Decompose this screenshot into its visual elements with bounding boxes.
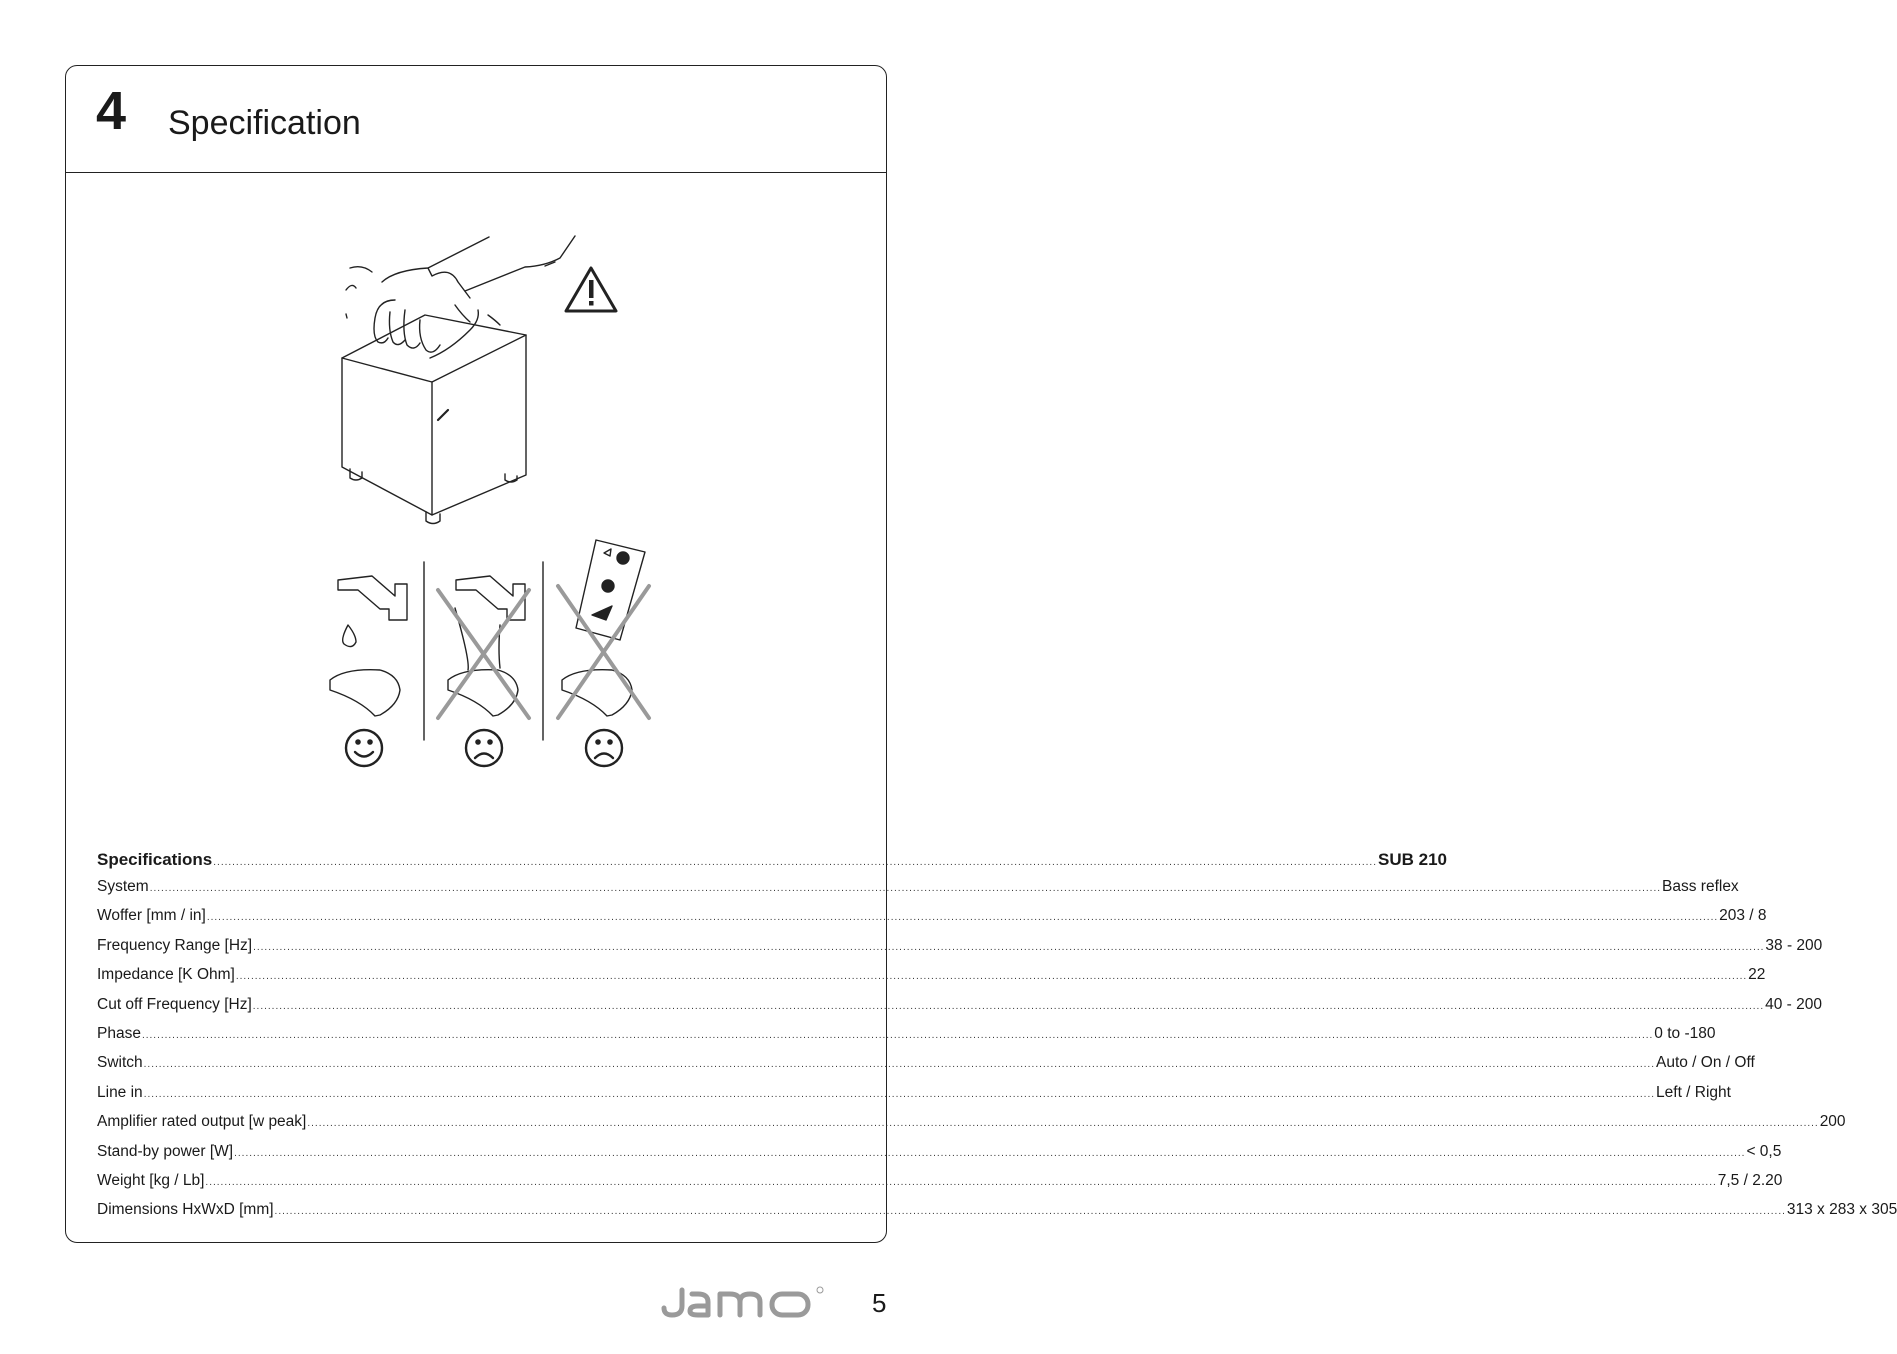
spec-label: Woffer [mm / in] bbox=[97, 907, 206, 925]
spec-label: Phase bbox=[97, 1024, 141, 1042]
spec-value: 38 - 200 bbox=[1765, 936, 1823, 954]
section-title: Specification bbox=[168, 104, 361, 142]
spec-value: 7,5 / 2.20 bbox=[1717, 1171, 1783, 1189]
spec-value: Auto / On / Off bbox=[1655, 1054, 1755, 1072]
jamo-logo bbox=[660, 1282, 830, 1322]
spec-row bbox=[97, 966, 1766, 995]
spec-value: Bass reflex bbox=[1662, 878, 1739, 895]
spec-value: 40 - 200 bbox=[1765, 995, 1822, 1013]
spec-row bbox=[97, 995, 1822, 1025]
page-number: 5 bbox=[872, 1288, 887, 1318]
leader-dots: ................................................................................................................................................................................................................................................................................................................................................................................................................ bbox=[141, 1029, 1654, 1041]
spec-row bbox=[97, 1142, 1782, 1172]
leader-dots: ................................................................................................................................................................................................................................................................................................................................................................................................................ bbox=[307, 1118, 1819, 1130]
leader-dots: ................................................................................................................................................................................................................................................................................................................................................................................................................ bbox=[206, 912, 1719, 924]
spec-row bbox=[97, 907, 1767, 936]
leader-dots: ................................................................................................................................................................................................................................................................................................................................................................................................................ bbox=[149, 883, 1662, 894]
spec-label: Weight [kg / Lb] bbox=[97, 1171, 205, 1189]
spec-row bbox=[97, 1054, 1755, 1083]
spec-label: Frequency Range [Hz] bbox=[97, 936, 253, 954]
spec-label: Amplifier rated output [w peak] bbox=[97, 1113, 307, 1131]
leader-dots: ................................................................................................................................................................................................................................................................................................................................................................................................................ bbox=[205, 1176, 1717, 1188]
spec-value: 22 bbox=[1748, 966, 1766, 984]
spec-label: Stand-by power [W] bbox=[97, 1142, 234, 1160]
leader-dots: ................................................................................................................................................................................................................................................................................................................................................................................................................ bbox=[234, 1147, 1746, 1159]
spec-value: 203 / 8 bbox=[1719, 907, 1767, 925]
section-number: 4 bbox=[96, 81, 127, 141]
spec-row bbox=[97, 936, 1823, 966]
spec-label: System bbox=[97, 878, 149, 895]
spec-row bbox=[97, 1201, 1897, 1230]
spec-header-label: Specifications bbox=[97, 850, 213, 869]
spec-row bbox=[97, 878, 1739, 907]
spec-value: 0 to -180 bbox=[1654, 1024, 1716, 1042]
leader-dots: ................................................................................................................................................................................................................................................................................................................................................................................................................ bbox=[274, 1206, 1786, 1218]
leader-dots: ................................................................................................................................................................................................................................................................................................................................................................................................................ bbox=[235, 971, 1748, 983]
spec-value: 313 x 283 x 305 bbox=[1786, 1201, 1897, 1219]
spec-label: Switch bbox=[97, 1054, 143, 1072]
spec-row bbox=[97, 1113, 1846, 1142]
spec-value: < 0,5 bbox=[1746, 1142, 1782, 1160]
leader-dots: ................................................................................................................................................................................................................................................................................................................................................................................................................ bbox=[143, 1088, 1656, 1100]
spec-header-model: SUB 210 bbox=[1378, 850, 1447, 869]
leader-dots: ................................................................................................................................................................................................................................................................................................................................................................................................................ bbox=[252, 1000, 1765, 1012]
spec-row bbox=[97, 1024, 1716, 1054]
section-header bbox=[66, 66, 886, 173]
leader-dots: ................................................................................................................................................................................................................................................................................................................................................................................................................ bbox=[253, 941, 1765, 953]
spec-value: Left / Right bbox=[1656, 1083, 1731, 1101]
spec-label: Cut off Frequency [Hz] bbox=[97, 995, 252, 1013]
spec-row bbox=[97, 1171, 1783, 1201]
spec-value: 200 bbox=[1819, 1113, 1846, 1131]
spec-table bbox=[97, 850, 1897, 1231]
spec-label: Impedance [K Ohm] bbox=[97, 966, 235, 984]
spec-label: Dimensions HxWxD [mm] bbox=[97, 1201, 274, 1219]
leader-dots: .................................................................................................................................................................................................................................................................................................................... bbox=[213, 857, 1377, 868]
spec-row bbox=[97, 1083, 1731, 1113]
leader-dots: ................................................................................................................................................................................................................................................................................................................................................................................................................ bbox=[143, 1059, 1655, 1071]
spec-label: Line in bbox=[97, 1083, 143, 1101]
spec-table-header bbox=[97, 850, 1447, 878]
